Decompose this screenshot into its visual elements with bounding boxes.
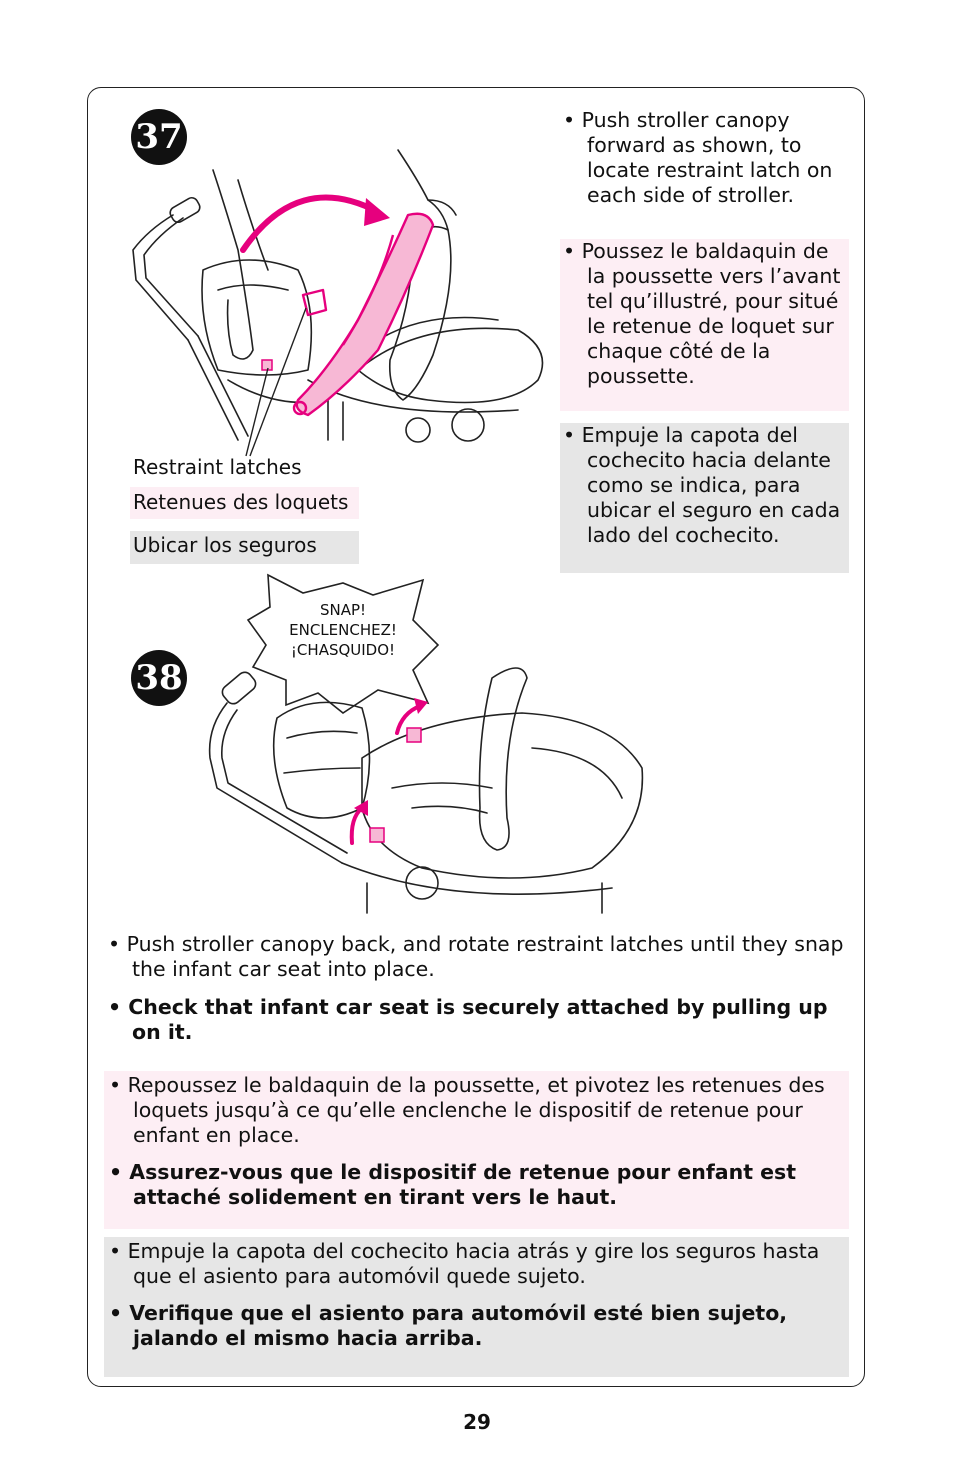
step-37-french-panel bbox=[560, 239, 849, 411]
step-38-badge: 38 bbox=[131, 650, 187, 706]
step-38-french-instruction: • Repoussez le baldaquin de la poussette, et pivotez les retenues des loquets jusqu’à ce qu’elle enclenche le dispositif de retenue pour enfant en place. bbox=[109, 1073, 825, 1147]
step-38-spanish-warning: • Verifique que el asiento para automóvil esté bien sujeto, jalando el mismo hacia arriba. bbox=[109, 1301, 788, 1350]
page-number: 29 bbox=[463, 1410, 491, 1434]
step-38-english-block bbox=[108, 932, 848, 1045]
label-restraint-latches-es: Ubicar los seguros bbox=[130, 531, 359, 564]
step-37-english-text: • Push stroller canopy forward as shown, to locate restraint latch on each side of stroller. bbox=[563, 108, 833, 207]
snap-burst-text bbox=[263, 600, 423, 660]
step-38-french-panel bbox=[104, 1071, 849, 1229]
burst-line-fr: ENCLENCHEZ! bbox=[289, 621, 397, 639]
burst-line-en: SNAP! bbox=[319, 601, 367, 619]
step-38-french-warning: • Assurez-vous que le dispositif de retenue pour enfant est attaché solidement en tirant vers le haut. bbox=[109, 1160, 797, 1209]
step-37-spanish-text: • Empuje la capota del cochecito hacia delante como se indica, para ubicar el seguro en cada lado del cochecito. bbox=[563, 423, 841, 547]
step-38-english-warning: • Check that infant car seat is securely attached by pulling up on it. bbox=[108, 995, 828, 1044]
step-38-spanish-panel bbox=[104, 1237, 849, 1377]
step-37-french-text: • Poussez le baldaquin de la poussette vers l’avant tel qu’illustré, pour situé le retenue de loquet sur chaque côté de la poussette. bbox=[563, 239, 841, 388]
label-restraint-latches-fr: Retenues des loquets bbox=[130, 487, 359, 519]
step-38-english-instruction: • Push stroller canopy back, and rotate restraint latches until they snap the infant car seat into place. bbox=[108, 932, 844, 981]
step-37-illustration bbox=[128, 140, 548, 470]
step-38-spanish-instruction: • Empuje la capota del cochecito hacia atrás y gire los seguros hasta que el asiento para automóvil quede sujeto. bbox=[109, 1239, 820, 1288]
step-38-illustration bbox=[192, 658, 652, 918]
step-37-badge: 37 bbox=[131, 109, 187, 165]
label-restraint-latches-en: Restraint latches bbox=[133, 455, 302, 479]
step-37-spanish-panel bbox=[560, 423, 849, 573]
burst-line-es: ¡CHASQUIDO! bbox=[290, 641, 396, 659]
